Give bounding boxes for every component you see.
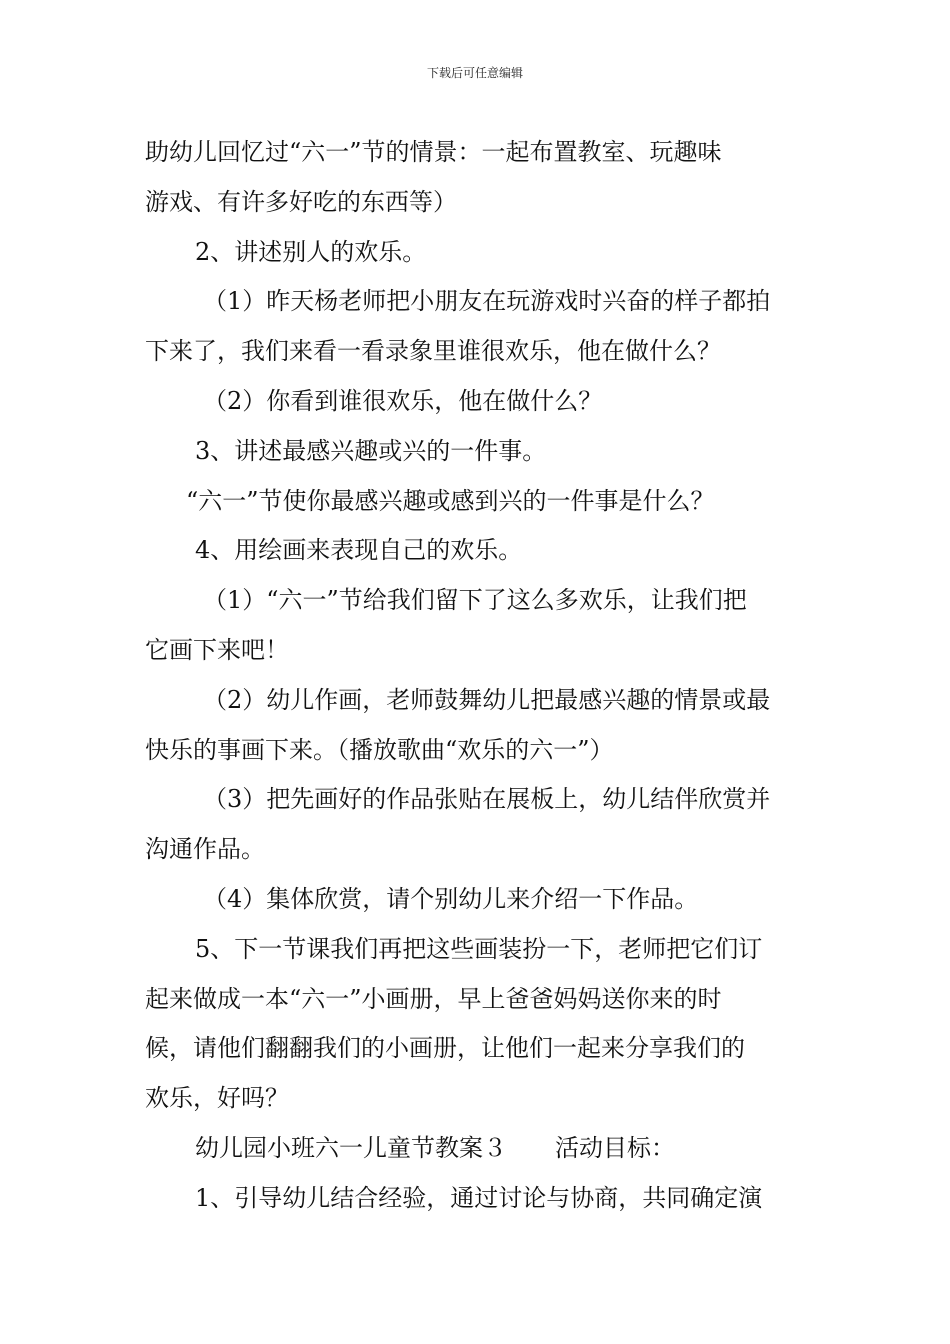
paragraph-recall: [145, 128, 813, 228]
page-header: 下载后可任意编辑: [426, 66, 523, 80]
text-line: 4、用绘画来表现自己的欢乐。: [195, 536, 523, 565]
text-line: 5、下一节课我们再把这些画装扮一下，老师把它们订: [195, 934, 763, 963]
text-line: （2）你看到谁很欢乐，他在做什么？: [203, 386, 603, 415]
paragraph-goal-1: [145, 1174, 813, 1224]
paragraph-step-4-3: [145, 775, 813, 875]
text-line: 候，请他们翻翻我们的小画册，让他们一起来分享我们的: [145, 1034, 745, 1063]
text-line: （2）幼儿作画，老师鼓舞幼儿把最感兴趣的情景或最: [203, 685, 771, 714]
paragraph-step-2-1: [145, 277, 813, 377]
text-line: （3）把先画好的作品张贴在展板上，幼儿结伴欣赏并: [203, 785, 771, 814]
text-line: “六一”节使你最感兴趣或感到兴的一件事是什么？: [186, 486, 715, 515]
text-line: 欢乐，好吗？: [145, 1084, 289, 1113]
paragraph-step-3-question: [145, 477, 813, 527]
text-line: 快乐的事画下来。（播放歌曲“欢乐的六一”）: [145, 735, 614, 764]
paragraph-step-2: [145, 228, 813, 278]
paragraph-step-4-1: [145, 576, 813, 676]
text-line: 游戏、有许多好吃的东西等）: [145, 187, 457, 216]
paragraph-step-5: [145, 925, 813, 1124]
lesson-title: 幼儿园小班六一儿童节教案３: [195, 1133, 507, 1162]
paragraph-step-4-4: [145, 875, 813, 925]
text-line: 下来了，我们来看一看录象里谁很欢乐，他在做什么？: [145, 337, 721, 366]
text-line: 1、引导幼儿结合经验，通过讨论与协商，共同确定演: [195, 1183, 763, 1212]
text-line: 助幼儿回忆过“六一”节的情景：一起布置教室、玩趣味: [145, 138, 722, 166]
paragraph-step-4: [145, 526, 813, 576]
text-line: （1）昨天杨老师把小朋友在玩游戏时兴奋的样子都拍: [203, 287, 771, 316]
paragraph-lesson-3-heading: [145, 1124, 813, 1174]
document-body: [145, 128, 813, 1224]
paragraph-step-4-2: [145, 676, 813, 776]
paragraph-step-3: [145, 427, 813, 477]
text-line: 沟通作品。: [145, 835, 265, 864]
text-line: 2、讲述别人的欢乐。: [195, 237, 427, 266]
text-line: 3、讲述最感兴趣或兴的一件事。: [195, 436, 547, 465]
text-line: 起来做成一本“六一”小画册，早上爸爸妈妈送你来的时: [145, 984, 722, 1013]
text-line: （4）集体欣赏，请个别幼儿来介绍一下作品。: [203, 884, 699, 913]
goals-label: 活动目标：: [555, 1133, 675, 1162]
paragraph-step-2-2: [145, 377, 813, 427]
text-line: 它画下来吧！: [145, 635, 289, 664]
text-line: （1）“六一”节给我们留下了这么多欢乐，让我们把: [203, 586, 747, 615]
